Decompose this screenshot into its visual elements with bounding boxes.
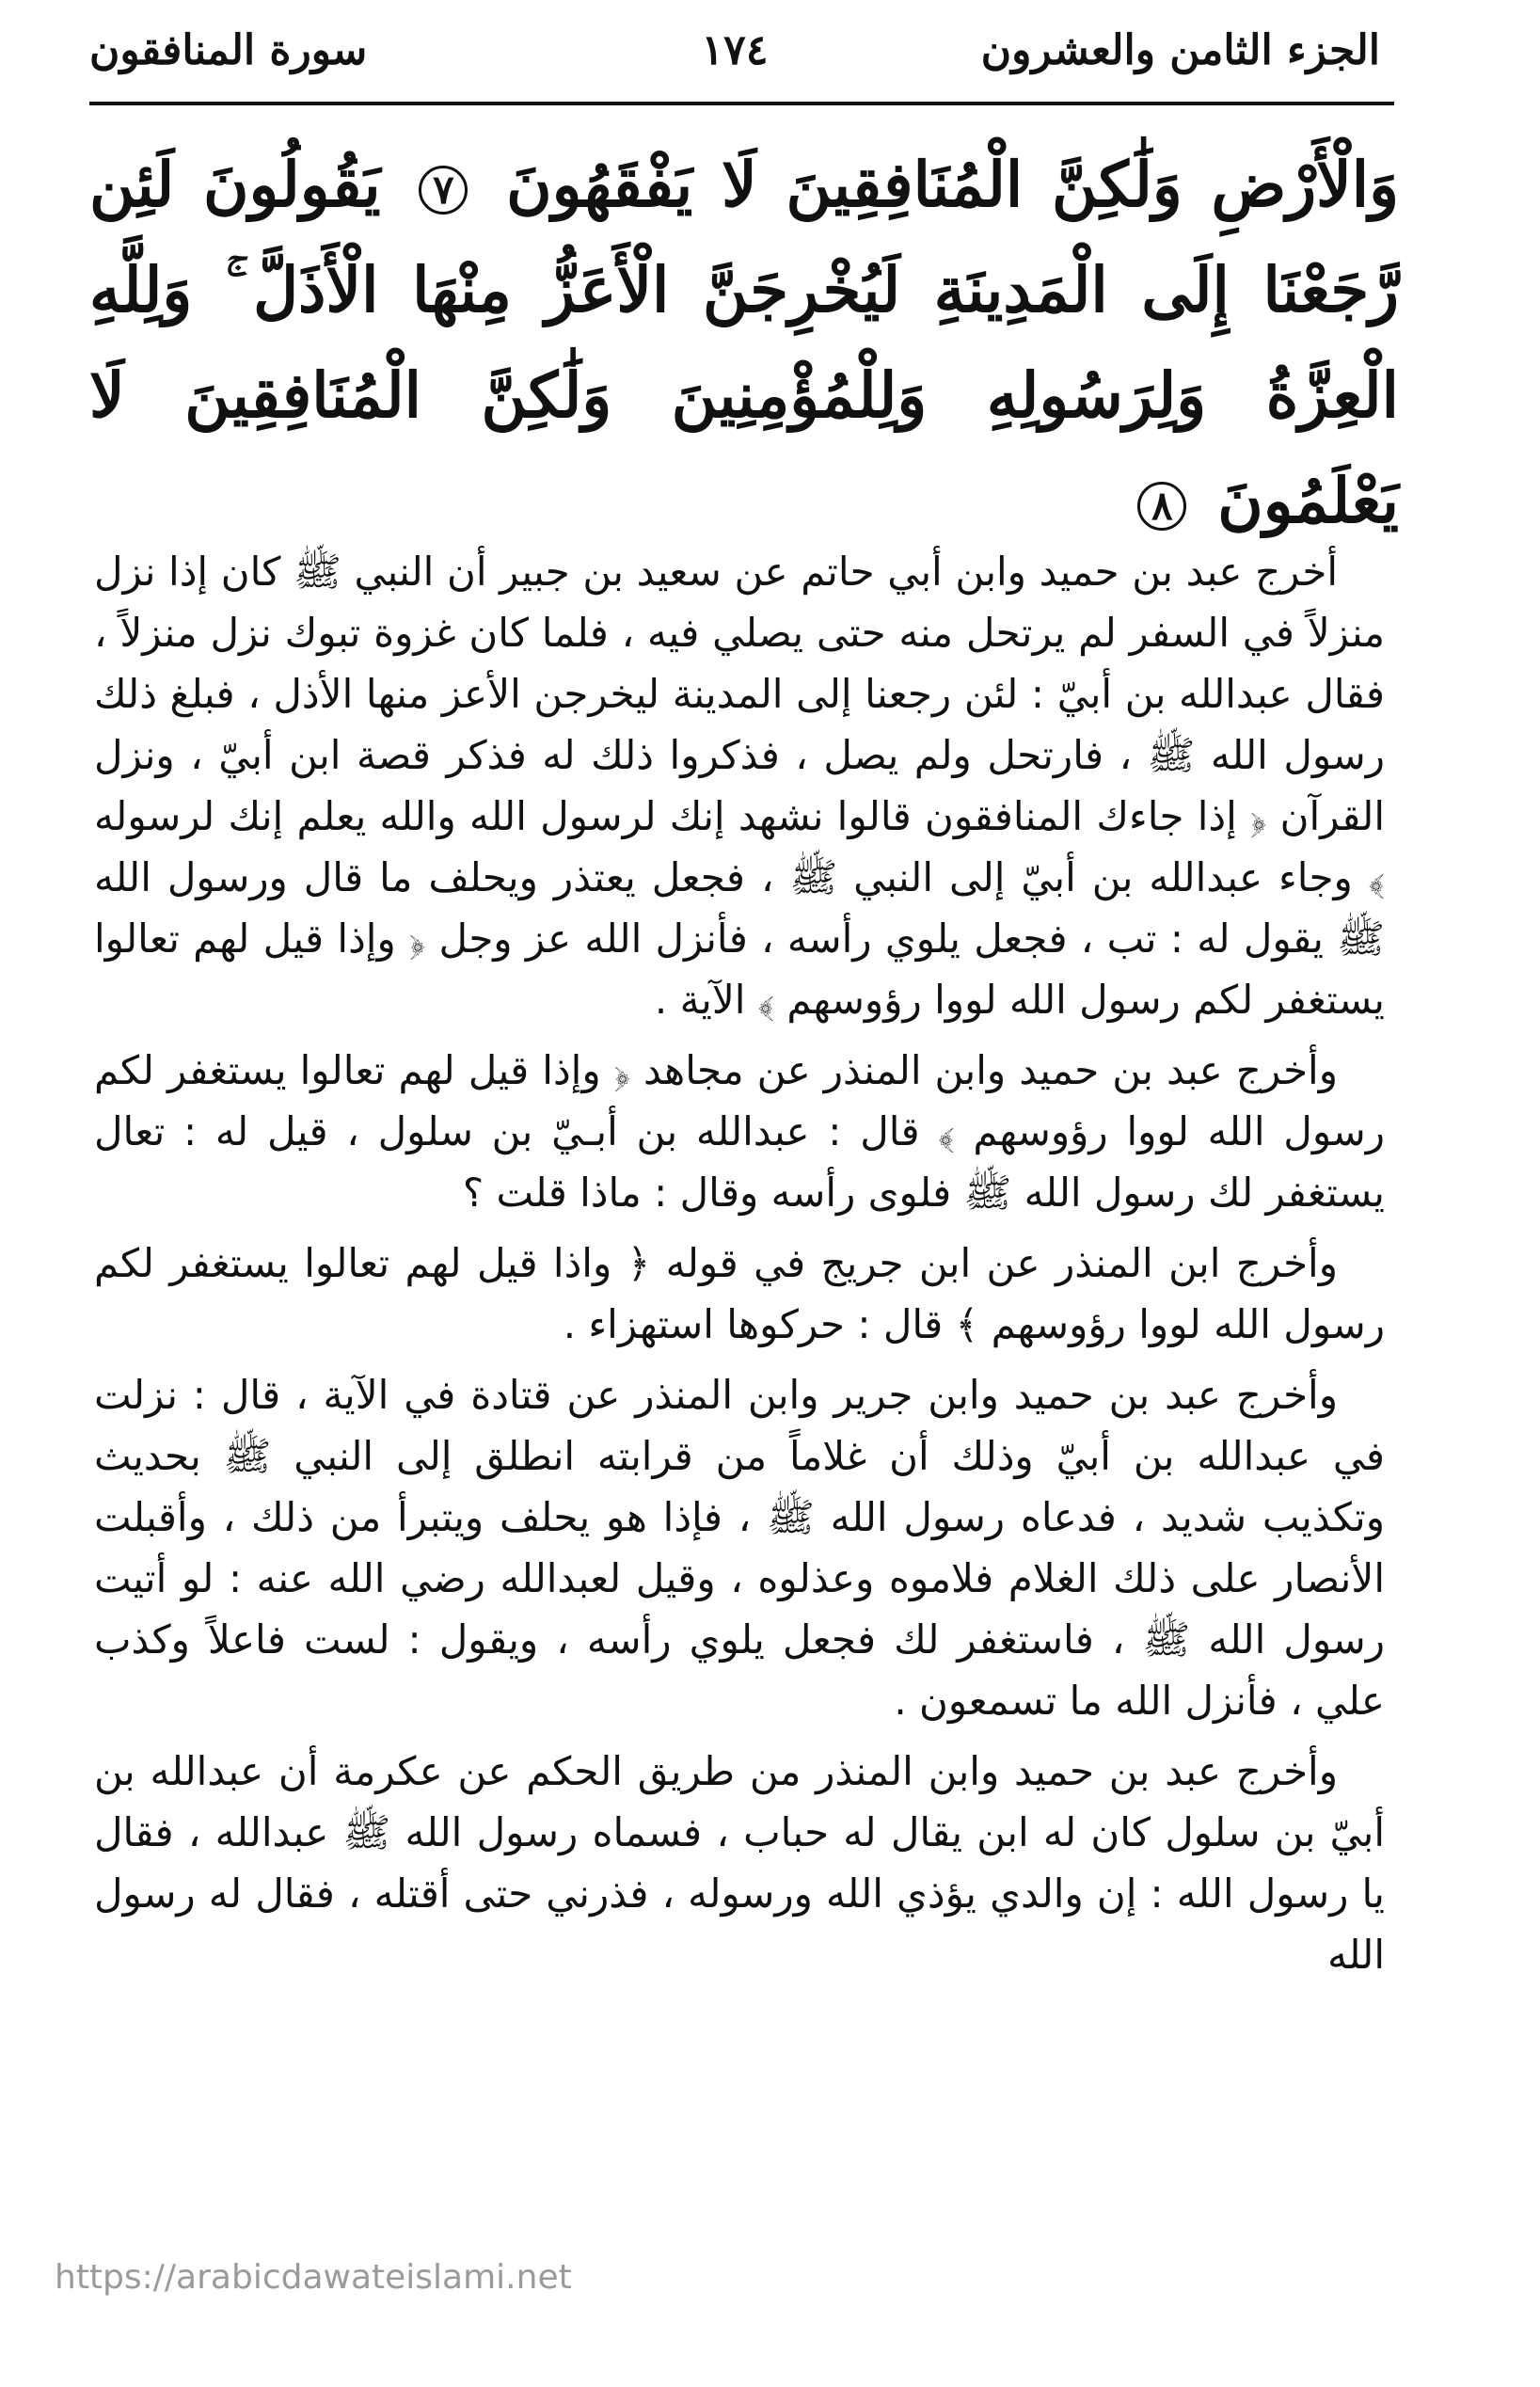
paragraph: وأخرج عبد بن حميد وابن المنذر عن مجاهد ﴿ وإذا قيل لهم تعالوا يستغفر لكم رسول الله لووا رؤوسهم ﴾ قال : عبدالله بن أبـيّ بن سلول ، قيل له : تعال يستغفر لك رسول الله ﷺ فلوى رأسه وقال : ماذا قلت ؟: [94, 1047, 1385, 1216]
ayah-marker-8: ٨: [1137, 482, 1186, 531]
page-number: ١٧٤: [701, 26, 769, 74]
quran-text-2: يَقُولُونَ لَئِن رَّجَعْنَا إِلَى الْمَدِينَةِ لَيُخْرِجَنَّ الْأَعَزُّ مِنْهَا الْأَذَلَّ ۚ وَلِلَّهِ الْعِزَّةُ وَلِرَسُولِهِ وَلِلْمُؤْمِنِينَ وَلَٰكِنَّ الْمُنَافِقِينَ لَا يَعْلَمُونَ: [89, 148, 1399, 537]
commentary-body: [94, 541, 1385, 1995]
surah-title: سورة المنافقون: [89, 26, 368, 74]
page-header: [89, 26, 1380, 92]
paragraph: وأخرج عبد بن حميد وابن المنذر من طريق الحكم عن عكرمة أن عبدالله بن أبيّ بن سلول كان له ابن يقال له حباب ، فسماه رسول الله ﷺ عبدالله ، فقال يا رسول الله : إن والدي يؤذي الله ورسوله ، فذرني حتى أقتله ، فقال له رسول الله: [94, 1748, 1385, 1978]
watermark-url: https://arabicdawateislami.net: [55, 2258, 572, 2297]
paragraph: أخرج عبد بن حميد وابن أبي حاتم عن سعيد بن جبير أن النبي ﷺ كان إذا نزل منزلاً في السفر لم يرتحل منه حتى يصلي فيه ، فلما كان غزوة تبوك نزل منزلاً ، فقال عبدالله بن أبيّ : لئن رجعنا إلى المدينة ليخرجن الأعز منها الأذل ، فبلغ ذلك رسول الله ﷺ ، فارتحل ولم يصل ، فذكروا ذلك له فذكر قصة ابن أبيّ ، ونزل القرآن ﴿ إذا جاءك المنافقون قالوا نشهد إنك لرسول الله والله يعلم إنك لرسوله ﴾ وجاء عبدالله بن أبيّ إلى النبي ﷺ ، فجعل يعتذر ويحلف ما قال ورسول الله ﷺ يقول له : تب ، فجعل يلوي رأسه ، فأنزل الله عز وجل ﴿ وإذا قيل لهم تعالوا يستغفر لكم رسول الله لووا رؤوسهم ﴾ الآية .: [94, 549, 1385, 1023]
header-divider: [89, 102, 1394, 105]
quran-text-1: وَالْأَرْضِ وَلَٰكِنَّ الْمُنَافِقِينَ لَا يَفْقَهُونَ: [506, 148, 1399, 221]
paragraph: وأخرج ابن المنذر عن ابن جريج في قوله ﴿ واذا قيل لهم تعالوا يستغفر لكم رسول الله لووا رؤوسهم ﴾ قال : حركوها استهزاء .: [94, 1240, 1385, 1347]
paragraph: وأخرج عبد بن حميد وابن جرير وابن المنذر عن قتادة في الآية ، قال : نزلت في عبدالله بن أبيّ وذلك أن غلاماً من قرابته انطلق إلى النبي ﷺ بحديث وتكذيب شديد ، فدعاه رسول الله ﷺ ، فإذا هو يحلف ويتبرأ من ذلك ، وأقبلت الأنصار على ذلك الغلام فلاموه وعذلوه ، وقيل لعبدالله رضي الله عنه : لو أتيت رسول الله ﷺ ، فاستغفر لك فجعل يلوي رأسه ، ويقول : لست فاعلاً وكذب علي ، فأنزل الله ما تسمعون .: [94, 1372, 1385, 1724]
juz-title: الجزء الثامن والعشرون: [980, 26, 1380, 74]
ayah-marker-7: ٧: [419, 166, 468, 215]
quran-verses: [89, 132, 1399, 553]
